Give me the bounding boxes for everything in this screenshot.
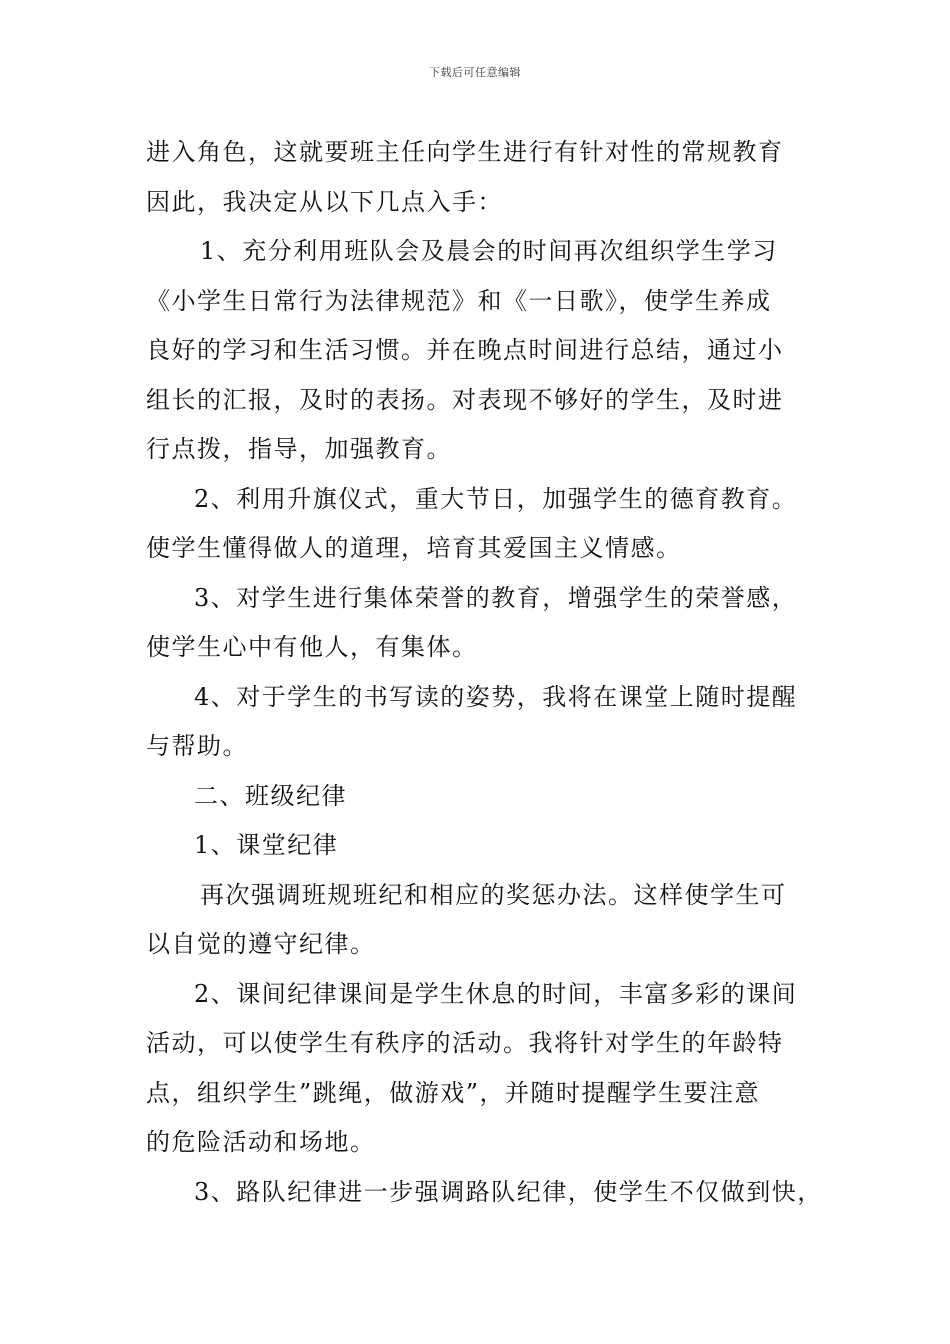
text-line: 使学生心中有他人，有集体。 (146, 633, 478, 661)
text-line: 《小学生日常行为法律规范》和《一日歌》，使学生养成 (146, 286, 772, 315)
text-line: 3、对学生进行集体荣誉的教育，增强学生的荣誉感， (194, 583, 798, 612)
document-body (146, 128, 836, 1217)
text-line: 因此，我决定从以下几点入手： (146, 187, 503, 216)
text-line: 点，组织学生”跳绳，做游戏”，并随时提醒学生要注意 (146, 1078, 761, 1107)
text-line: 进入角色，这就要班主任向学生进行有针对性的常规教育 (146, 138, 784, 166)
text-line: 3、路队纪律进一步强调路队纪律，使学生不仅做到快， (194, 1177, 823, 1206)
text-line: 良好的学习和生活习惯。并在晚点时间进行总结，通过小 (146, 336, 784, 364)
text-line: 行点拨，指导，加强教育。 (146, 435, 452, 463)
text-line: 4、对于学生的书写读的姿势，我将在课堂上随时提醒 (194, 682, 798, 711)
text-line: 1、充分利用班队会及晨会的时间再次组织学生学习 (200, 237, 778, 265)
text-line: 活动，可以使学生有秩序的活动。我将针对学生的年龄特 (146, 1029, 784, 1057)
text-line: 2、课间纪律课间是学生休息的时间，丰富多彩的课间 (194, 979, 798, 1008)
text-line: 组长的汇报，及时的表扬。对表现不够好的学生，及时进 (146, 385, 784, 414)
text-line: 再次强调班规班纪和相应的奖惩办法。这样使学生可 (200, 880, 787, 909)
text-line: 使学生懂得做人的道理，培育其爱国主义情感。 (146, 534, 682, 562)
text-line: 的危险活动和场地。 (146, 1128, 376, 1156)
text-line: 以自觉的遵守纪律。 (146, 930, 376, 958)
subsection-heading: 1、课堂纪律 (194, 831, 339, 859)
page-header: 下载后可任意编辑 (429, 66, 521, 79)
text-line: 与帮助。 (146, 732, 248, 760)
text-line: 2、利用升旗仪式，重大节日，加强学生的德育教育。 (194, 484, 798, 513)
section-heading: 二、班级纪律 (194, 781, 347, 810)
